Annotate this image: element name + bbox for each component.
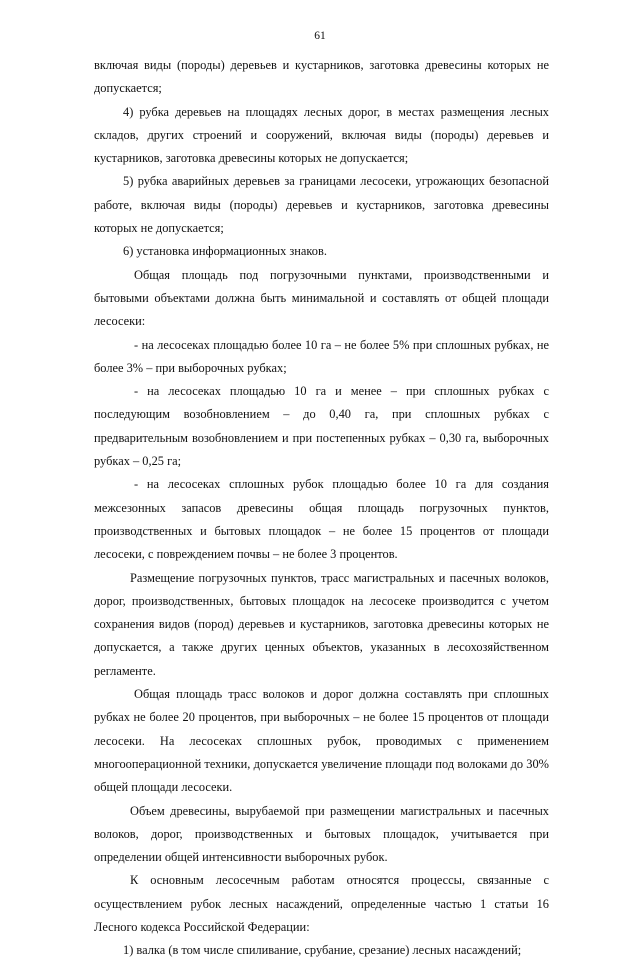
list-item-1: 1) валка (в том числе спиливание, срубание, срезание) лесных насаждений; (123, 943, 522, 958)
paragraph-timber-volume: Объем древесины, вырубаемой при размещении магистральных и пасечных волоков, дорог, производственных и бытовых площадок, учитывается при определении общей интенсивности выборочных рубок. (94, 803, 549, 865)
list-item-5: 5) рубка аварийных деревьев за границами лесосеки, угрожающих безопасной работе, включая виды (породы) деревьев и кустарников, заготовка древесины которых не допускается; (94, 174, 549, 236)
bullet-over-10ha: - на лесосеках площадью более 10 га – не более 5% при сплошных рубках, не более 3% – при выборочных рубках; (94, 337, 549, 375)
document-body (94, 54, 549, 963)
paragraph-skid-trails-area: Общая площадь трасс волоков и дорог должна составлять при сплошных рубках не более 20 процентов, при выборочных – не более 15 процентов от площади лесосеки. На лесосеках сплошных рубок, проводимых с применением многооперационной техники, допускается увеличение площади под волоками до 30% общей площади лесосеки. (94, 687, 549, 795)
paragraph-placement: Размещение погрузочных пунктов, трасс магистральных и пасечных волоков, дорог, производственных, бытовых площадок на лесосеке производится с учетом сохранения видов (пород) деревьев и кустарников, заготовка древесины которых не допускается, а также других ценных объектов, указанных в лесохозяйственном регламенте. (94, 570, 549, 678)
page-number: 61 (314, 30, 326, 42)
bullet-seasonal-reserves: - на лесосеках сплошных рубок площадью более 10 га для создания межсезонных запасов древесины общая площадь погрузочных пунктов, производственных и бытовых площадок – не более 15 процентов от площади лесосеки, с повреждением почвы – не более 3 процентов. (94, 477, 549, 562)
paragraph-total-area: Общая площадь под погрузочными пунктами, производственными и бытовыми объектами должна быть минимальной и составлять от общей площади лесосеки: (94, 267, 549, 329)
list-item-6: 6) установка информационных знаков. (123, 244, 327, 259)
paragraph-continuation: включая виды (породы) деревьев и кустарников, заготовка древесины которых не допускается; (94, 58, 549, 96)
list-item-4: 4) рубка деревьев на площадях лесных дорог, в местах размещения лесных складов, других строений и сооружений, включая виды (породы) деревьев и кустарников, заготовка древесины которых не допускается; (94, 104, 549, 166)
paragraph-main-logging-works: К основным лесосечным работам относятся процессы, связанные с осуществлением рубок лесных насаждений, определенные частью 1 статьи 16 Лесного кодекса Российской Федерации: (94, 873, 549, 934)
bullet-10ha-or-less: - на лесосеках площадью 10 га и менее – при сплошных рубках с последующим возобновлением – до 0,40 га, при сплошных рубках с предварительным возобновлением и при постепенных рубках – 0,30 га, выборочных рубках – 0,25 га; (94, 384, 549, 469)
